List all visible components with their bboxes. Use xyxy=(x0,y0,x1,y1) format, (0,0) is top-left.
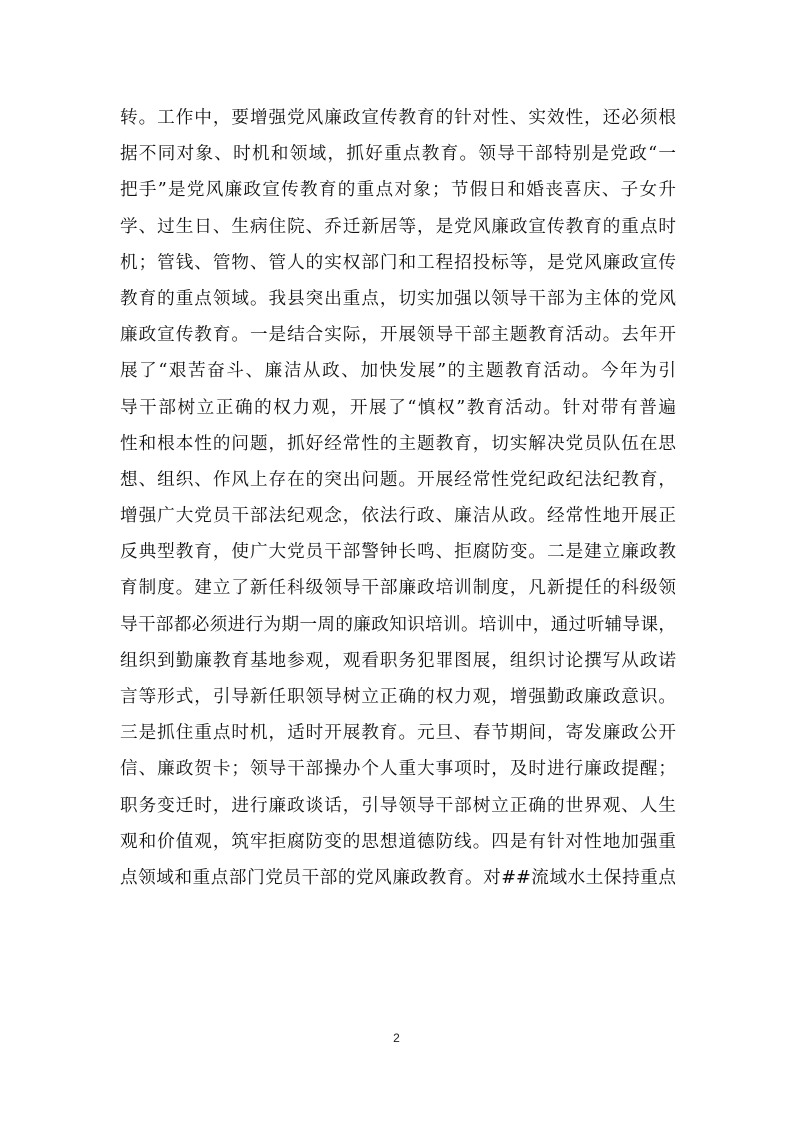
text-line: 信、廉政贺卡；领导干部操办个人重大事项时，及时进行廉政提醒； xyxy=(120,759,676,780)
text-line: 学、过生日、生病住院、乔迁新居等，是党风廉政宣传教育的重点时 xyxy=(120,216,676,237)
text-line: 机；管钱、管物、管人的实权部门和工程招投标等，是党风廉政宣传 xyxy=(120,252,676,273)
text-line: 观和价值观，筑牢拒腐防变的思想道德防线。四是有针对性地加强重 xyxy=(120,831,676,852)
text-line: 点领域和重点部门党员干部的党风廉政教育。对##流域水土保持重点 xyxy=(120,867,676,888)
text-line: 想、组织、作风上存在的突出问题。开展经常性党纪政纪法纪教育， xyxy=(120,469,676,490)
text-line: 增强广大党员干部法纪观念，依法行政、廉洁从政。经常性地开展正 xyxy=(120,506,676,527)
text-line: 导干部都必须进行为期一周的廉政知识培训。培训中，通过听辅导课， xyxy=(120,614,676,635)
text-line: 把手”是党风廉政宣传教育的重点对象；节假日和婚丧喜庆、子女升 xyxy=(120,180,676,201)
text-line: 组织到勤廉教育基地参观，观看职务犯罪图展，组织讨论撰写从政诺 xyxy=(120,650,676,671)
text-line: 反典型教育，使广大党员干部警钟长鸣、拒腐防变。二是建立廉政教 xyxy=(120,542,676,563)
page-number: 2 xyxy=(393,1031,400,1045)
text-line: 转。工作中，要增强党风廉政宣传教育的针对性、实效性，还必须根 xyxy=(120,108,676,128)
text-line: 言等形式，引导新任职领导树立正确的权力观，增强勤政廉政意识。 xyxy=(120,687,676,707)
text-line: 三是抓住重点时机，适时开展教育。元旦、春节期间，寄发廉政公开 xyxy=(120,723,676,744)
text-line: 职务变迁时，进行廉政谈话，引导领导干部树立正确的世界观、人生 xyxy=(120,795,676,816)
text-line: 据不同对象、时机和领域，抓好重点教育。领导干部特别是党政“一 xyxy=(120,144,676,165)
text-line: 廉政宣传教育。一是结合实际，开展领导干部主题教育活动。去年开 xyxy=(120,325,676,346)
text-line: 导干部树立正确的权力观，开展了“慎权”教育活动。针对带有普遍 xyxy=(120,397,676,418)
text-line: 展了“艰苦奋斗、廉洁从政、加快发展”的主题教育活动。今年为引 xyxy=(120,361,676,382)
text-line: 性和根本性的问题，抓好经常性的主题教育，切实解决党员队伍在思 xyxy=(120,433,676,454)
text-line: 教育的重点领域。我县突出重点，切实加强以领导干部为主体的党风 xyxy=(120,288,676,309)
body-text xyxy=(120,100,676,896)
text-line: 育制度。建立了新任科级领导干部廉政培训制度，凡新提任的科级领 xyxy=(120,578,676,599)
